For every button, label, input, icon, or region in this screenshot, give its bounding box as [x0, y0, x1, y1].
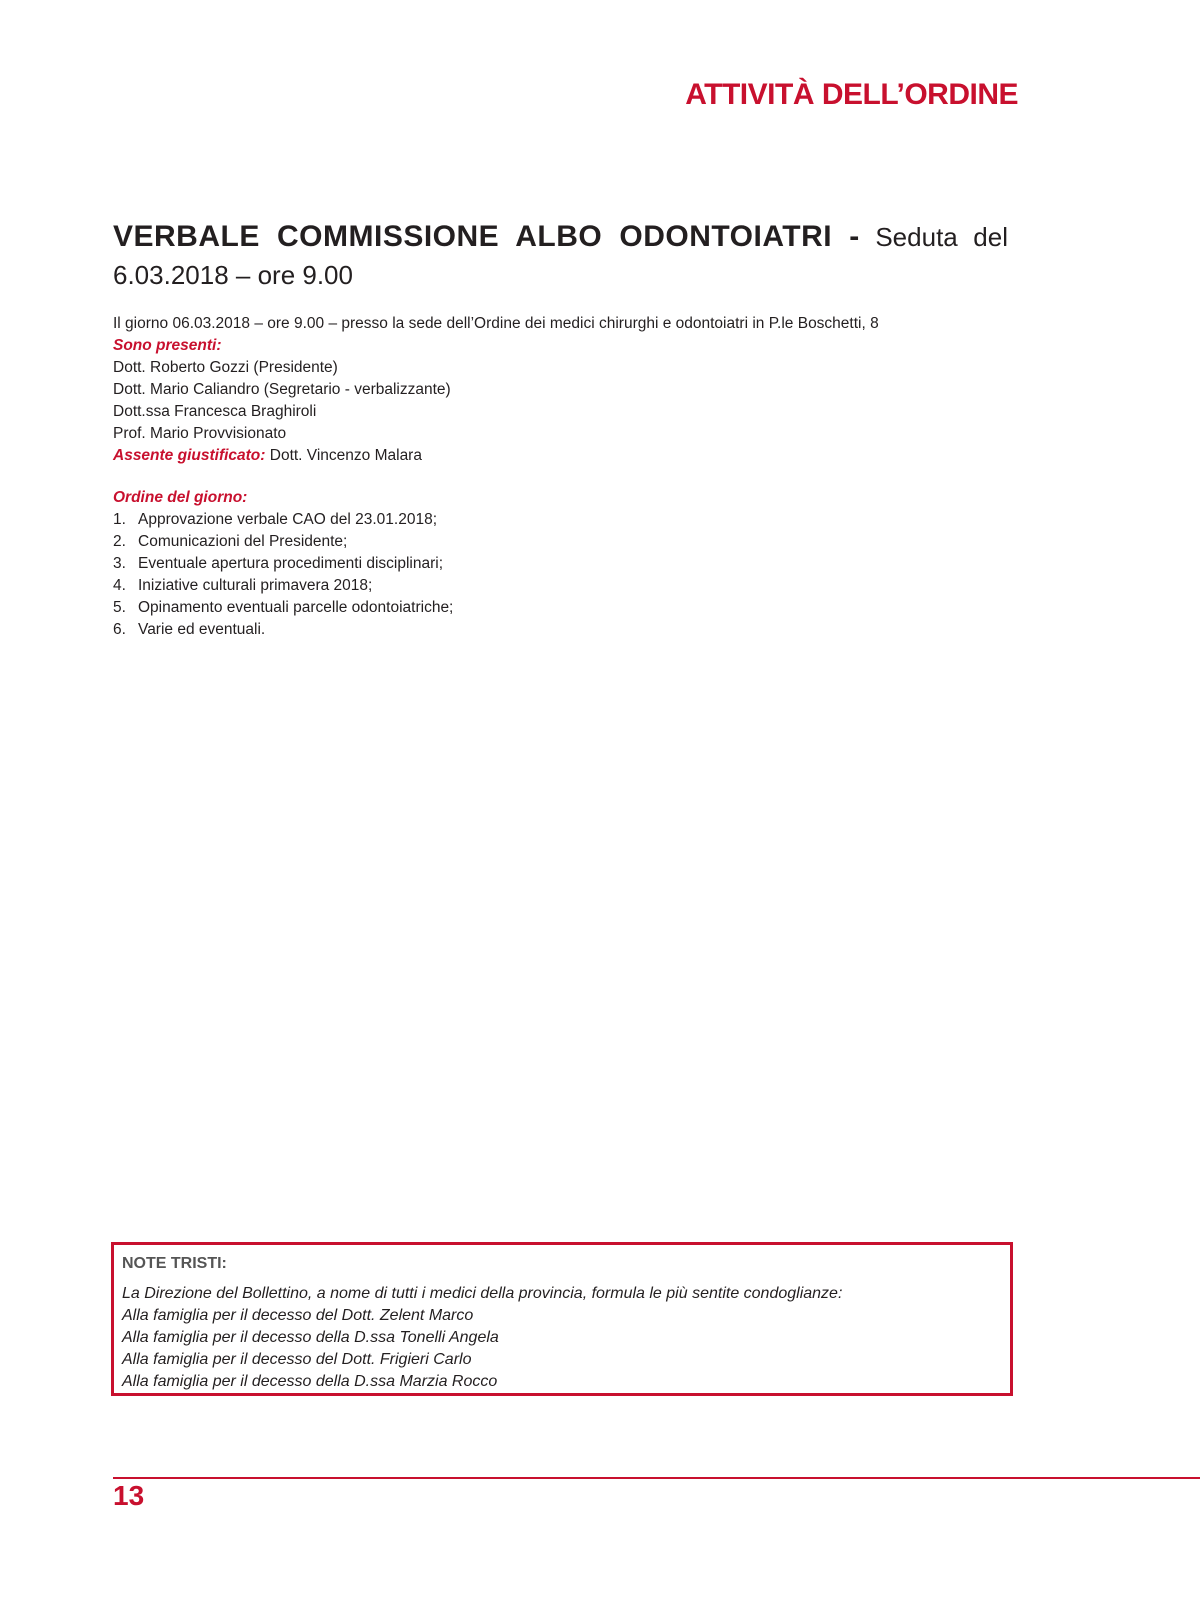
note-line: Alla famiglia per il decesso della D.ssa Marzia Rocco: [122, 1373, 498, 1390]
agenda-item-text: Approvazione verbale CAO del 23.01.2018;: [138, 511, 438, 528]
document-title: [113, 218, 1008, 294]
condolences-box: [111, 1242, 1013, 1396]
present-member: Dott. Mario Caliandro (Segretario - verbalizzante): [113, 381, 451, 398]
agenda-item: [113, 597, 1013, 619]
agenda-item-text: Comunicazioni del Presidente;: [138, 533, 348, 550]
note-line: La Direzione del Bollettino, a nome di tutti i medici della provincia, formula le più sentite condoglianze:: [122, 1285, 843, 1302]
agenda-item-text: Opinamento eventuali parcelle odontoiatriche;: [138, 599, 454, 616]
agenda-list: [113, 509, 1013, 641]
agenda-item: [113, 553, 1013, 575]
agenda-item-number: 5.: [113, 599, 126, 616]
agenda-item: [113, 531, 1013, 553]
agenda-item: [113, 575, 1013, 597]
note-line: Alla famiglia per il decesso della D.ssa Tonelli Angela: [122, 1329, 499, 1346]
section-header: ATTIVITÀ DELL’ORDINE: [685, 78, 1018, 111]
absent-label: Assente giustificato:: [113, 447, 266, 464]
agenda-item-number: 4.: [113, 577, 126, 594]
note-body: [122, 1283, 1002, 1393]
title-main: VERBALE COMMISSIONE ALBO ODONTOIATRI -: [113, 220, 860, 253]
present-member: Dott. Roberto Gozzi (Presidente): [113, 359, 338, 376]
agenda-item-number: 3.: [113, 555, 126, 572]
title-session: Seduta del 6.03.2018 – ore 9.00: [113, 222, 1008, 290]
agenda-item-text: Iniziative culturali primavera 2018;: [138, 577, 373, 594]
footer-rule: [113, 1477, 1200, 1479]
agenda-item: [113, 619, 1013, 641]
minutes-body: [113, 313, 1013, 641]
absent-name: Dott. Vincenzo Malara: [265, 447, 422, 464]
agenda-label: Ordine del giorno:: [113, 489, 248, 506]
note-title: NOTE TRISTI:: [122, 1255, 227, 1272]
agenda-item-text: Varie ed eventuali.: [138, 621, 266, 638]
note-line: Alla famiglia per il decesso del Dott. Zelent Marco: [122, 1307, 474, 1324]
page-number: 13: [113, 1480, 145, 1511]
agenda-item-text: Eventuale apertura procedimenti disciplinari;: [138, 555, 443, 572]
agenda-item-number: 1.: [113, 511, 126, 528]
intro-text: Il giorno 06.03.2018 – ore 9.00 – presso la sede dell’Ordine dei medici chirurghi e odontoiatri in P.le Boschetti, 8: [113, 315, 879, 332]
agenda-item-number: 2.: [113, 533, 126, 550]
present-member: Prof. Mario Provvisionato: [113, 425, 287, 442]
present-label: Sono presenti:: [113, 337, 222, 354]
present-member: Dott.ssa Francesca Braghiroli: [113, 403, 317, 420]
absent-line: [113, 445, 1013, 467]
agenda-item: [113, 509, 1013, 531]
agenda-item-number: 6.: [113, 621, 126, 638]
note-line: Alla famiglia per il decesso del Dott. Frigieri Carlo: [122, 1351, 472, 1368]
